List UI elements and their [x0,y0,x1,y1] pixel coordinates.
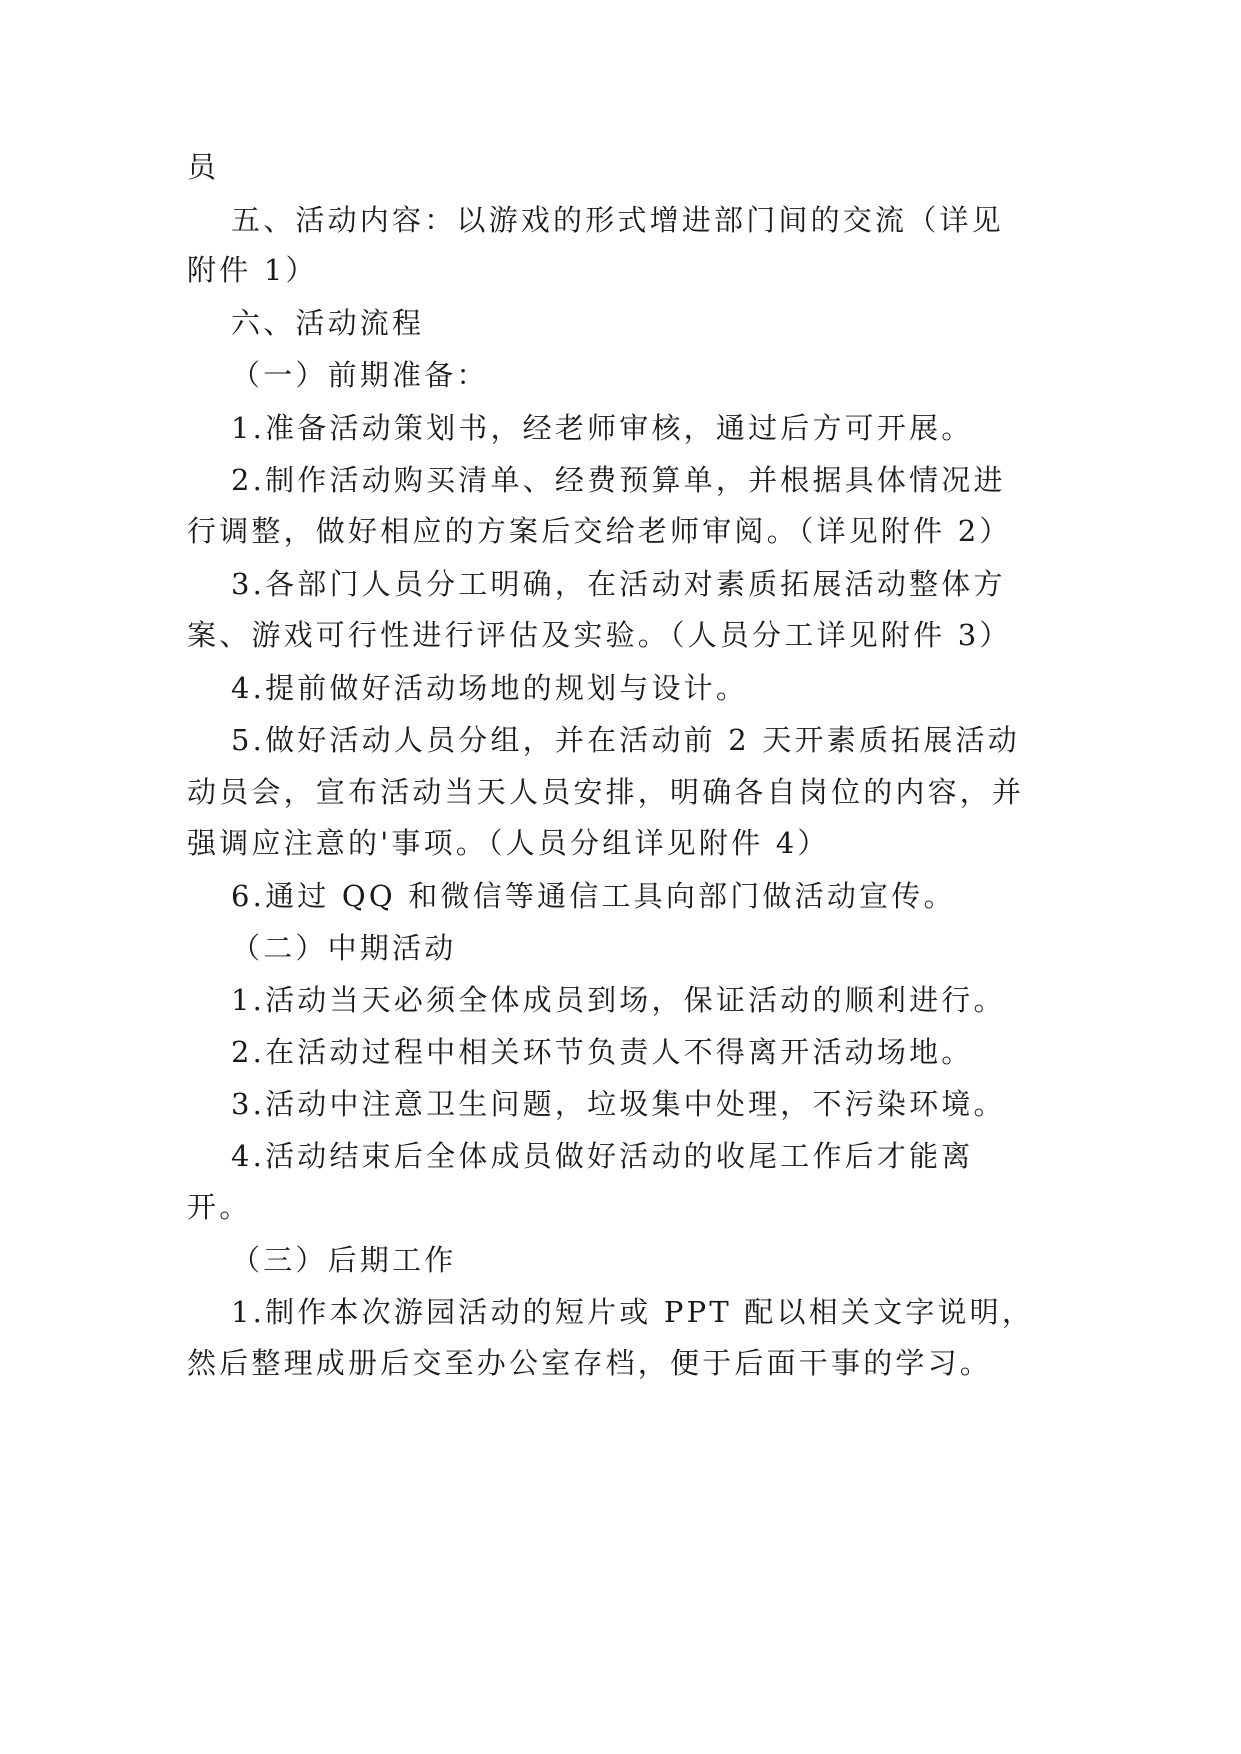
text-line-continuation: 员 [187,150,220,184]
prep-item-5-continuation-a: 动员会，宣布活动当天人员安排，明确各自岗位的内容，并 [187,775,1025,809]
prep-item-2: 2.制作活动购买清单、经费预算单，并根据具体情况进 [231,463,1006,497]
section-six-heading: 六、活动流程 [231,306,425,340]
prep-item-4: 4.提前做好活动场地的规划与设计。 [231,671,749,705]
post-item-1-continuation: 然后整理成册后交至办公室存档，便于后面干事的学习。 [187,1346,993,1380]
prep-item-1: 1.准备活动策划书，经老师审核，通过后方可开展。 [231,411,974,445]
mid-item-3: 3.活动中注意卫生问题，垃圾集中处理，不污染环境。 [231,1087,1006,1121]
section-five-heading: 五、活动内容：以游戏的形式增进部门间的交流（详见 [231,203,1004,237]
mid-item-2: 2.在活动过程中相关环节负责人不得离开活动场地。 [231,1035,974,1069]
section-five-continuation: 附件 1） [187,253,318,287]
prep-item-3-continuation: 案、游戏可行性进行评估及实验。（人员分工详见附件 3） [187,618,1012,652]
post-item-1: 1.制作本次游园活动的短片或 PPT 配以相关文字说明， [231,1295,1035,1329]
prep-item-3: 3.各部门人员分工明确，在活动对素质拓展活动整体方 [231,567,1006,601]
subsection-two-heading: （二）中期活动 [231,931,457,965]
subsection-three-heading: （三）后期工作 [231,1243,457,1277]
prep-item-2-continuation: 行调整，做好相应的方案后交给老师审阅。（详见附件 2） [187,514,1012,548]
mid-item-4: 4.活动结束后全体成员做好活动的收尾工作后才能离 [231,1139,974,1173]
prep-item-5: 5.做好活动人员分组，并在活动前 2 天开素质拓展活动 [231,723,1020,757]
prep-item-6: 6.通过 QQ 和微信等通信工具向部门做活动宣传。 [231,879,956,913]
mid-item-1: 1.活动当天必须全体成员到场，保证活动的顺利进行。 [231,983,1006,1017]
subsection-one-heading: （一）前期准备： [231,358,489,392]
prep-item-5-continuation-b: 强调应注意的'事项。（人员分组详见附件 4） [187,826,830,860]
mid-item-4-continuation: 开。 [187,1190,252,1224]
